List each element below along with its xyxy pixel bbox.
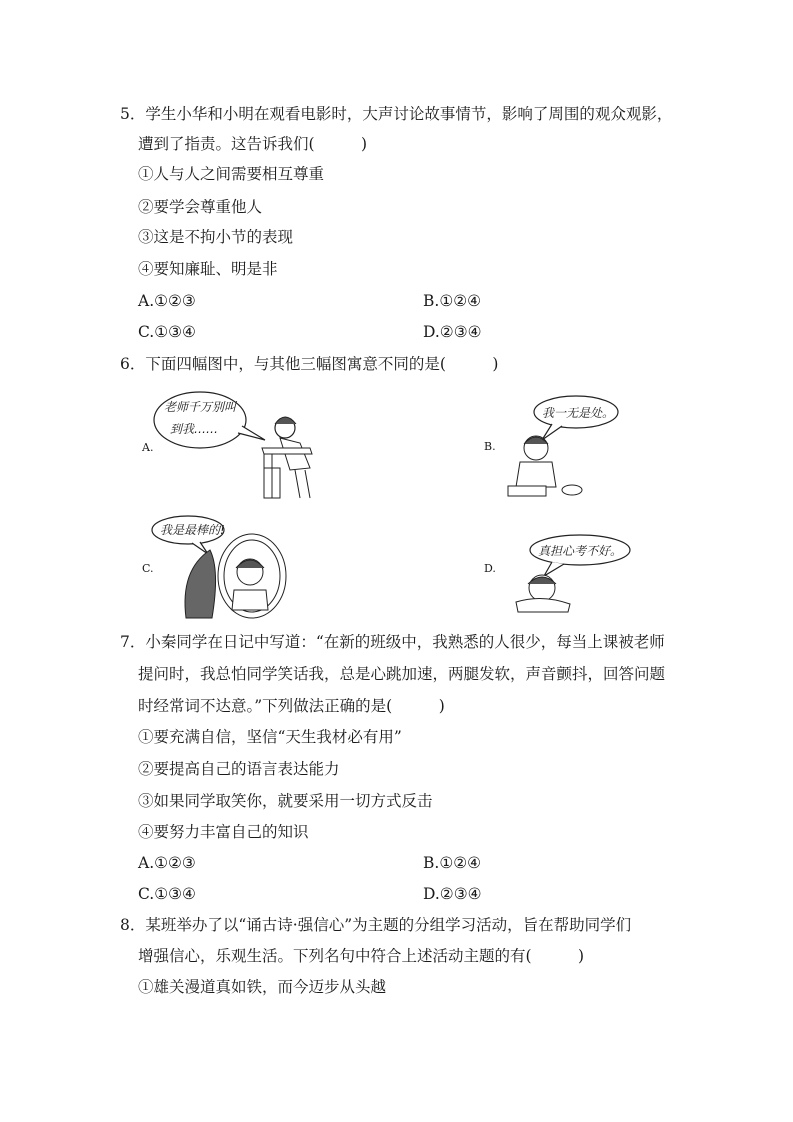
figure-c: [140, 510, 300, 620]
figure-b-bubble-line1: 我一无是处。: [542, 406, 615, 420]
q7-option-c: C.①③④: [138, 885, 196, 903]
q7-item-4: ④要努力丰富自己的知识: [138, 823, 309, 841]
q5-option-b: B.①②④: [423, 292, 482, 310]
q8-stem-line2: 增强信心，乐观生活。下列名句中符合上述活动主题的有( ): [138, 947, 585, 965]
q5-item-3: ③这是不拘小节的表现: [138, 228, 294, 246]
q8-item-1: ①雄关漫道真如铁，而今迈步从头越: [138, 978, 387, 996]
figure-a-bubble-line2: 到我……: [170, 422, 219, 436]
figure-c-bubble-line1: 我是最棒的!: [160, 523, 225, 537]
q7-option-b: B.①②④: [423, 854, 482, 872]
q5-option-d: D.②③④: [423, 323, 482, 341]
q5-item-2: ②要学会尊重他人: [138, 198, 263, 216]
figure-a-label: A.: [142, 441, 154, 454]
q7-item-2: ②要提高自己的语言表达能力: [138, 760, 340, 778]
figure-c-label: C.: [142, 562, 154, 575]
figure-a-bubble-line1: 老师千万别叫: [164, 400, 237, 414]
q8-stem-line1: 8．某班举办了以“诵古诗·强信心”为主题的分组学习活动，旨在帮助同学们: [120, 916, 632, 934]
q7-stem-line3: 时经常词不达意。”下列做法正确的是( ): [138, 697, 445, 715]
q7-stem-line2: 提问时，我总怕同学笑话我，总是心跳加速，两腿发软，声音颤抖，回答问题: [138, 665, 666, 683]
q7-item-3: ③如果同学取笑你，就要采用一切方式反击: [138, 792, 433, 810]
q7-option-d: D.②③④: [423, 885, 482, 903]
q5-stem-line1: 5．学生小华和小明在观看电影时，大声讨论故事情节，影响了周围的观众观影，: [120, 105, 673, 123]
q7-item-1: ①要充满自信，坚信“天生我材必有用”: [138, 728, 402, 746]
figure-d-bubble-line1: 真担心考不好。: [538, 544, 623, 558]
figure-b-label: B.: [484, 440, 496, 453]
figure-d: [480, 532, 650, 620]
q5-stem-line2: 遭到了指责。这告诉我们( ): [138, 135, 368, 153]
figure-d-label: D.: [484, 562, 496, 575]
q5-option-c: C.①③④: [138, 323, 196, 341]
q5-item-4: ④要知廉耻、明是非: [138, 260, 278, 278]
q5-option-a: A.①②③: [138, 292, 196, 310]
q5-item-1: ①人与人之间需要相互尊重: [138, 165, 325, 183]
q7-option-a: A.①②③: [138, 854, 196, 872]
q6-stem-line1: 6．下面四幅图中，与其他三幅图寓意不同的是( ): [120, 355, 499, 373]
q7-stem-line1: 7．小秦同学在日记中写道：“在新的班级中，我熟悉的人很少，每当上课被老师: [120, 633, 665, 651]
figure-b: [480, 392, 650, 504]
figure-a: [140, 388, 330, 503]
